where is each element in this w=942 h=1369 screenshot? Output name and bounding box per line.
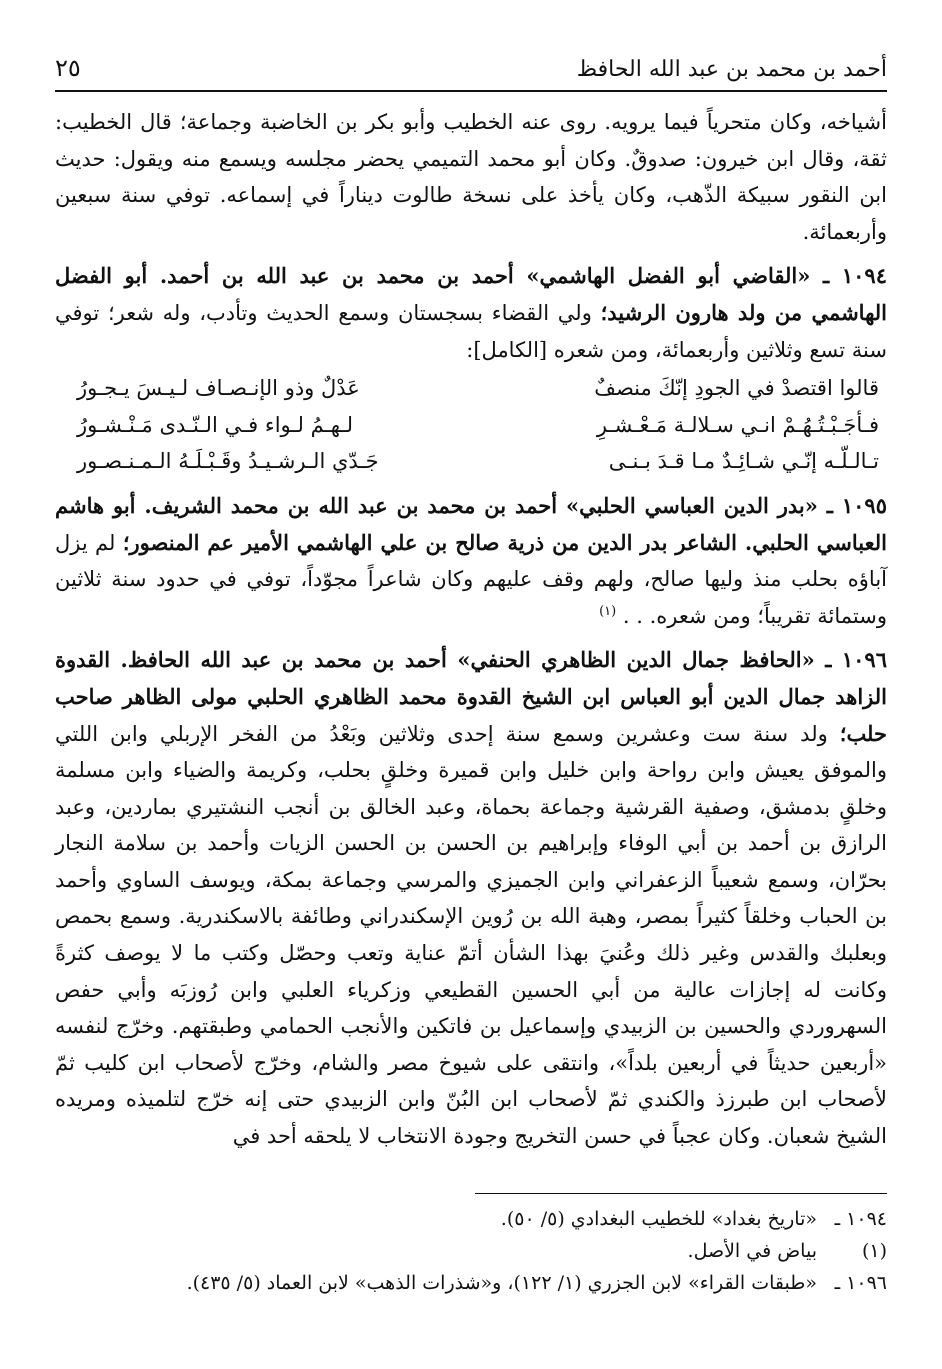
footnotes <box>55 1203 887 1299</box>
footnote-text: بياض في الأصل. <box>687 1240 817 1262</box>
footnote-label: ١٠٩٤ ـ <box>834 1208 887 1230</box>
footnote-text: «طبقات القراء» لابن الجزري (١/ ١٢٢)، و«شذرات الذهب» لابن العماد (٥/ ٤٣٥). <box>186 1272 817 1294</box>
footnote-divider <box>475 1193 887 1194</box>
header-divider <box>55 90 887 92</box>
footnote-marker[interactable]: (١) <box>599 603 617 619</box>
verse-first-hemistich: فـأجَـبْـتُـهُـمْ انـي سـلالـة مَـعْـشـرِ <box>596 412 879 437</box>
verse-first-hemistich: قالوا اقتصدْ في الجودِ إنّكَ منصفٌ <box>594 376 879 401</box>
verse-first-hemistich: تـالـلّـه إنّـي شـائِـدٌ مـا قـدَ بـنـى <box>608 449 879 474</box>
verse-second-hemistich: عَدْلٌ وذو الإنـصـاف لـيـسَ يـجـورُ <box>77 376 360 401</box>
entry-1095 <box>55 488 887 634</box>
verse-line <box>55 443 887 480</box>
intro-paragraph: أشياخه، وكان متحرياً فيما يرويه. روى عنه الخطيب وأبو بكر بن الخاضبة وجماعة؛ قال الخطيب: ثقة، وقال ابن خيرون: صدوقٌ. وكان أبو محمد التميمي يحضر مجلسه ويسمع منه ويقول: حديث ابن النقور سبيكة الذّهب، وكان يأخذ على نسخة طالوت ديناراً في إسماعه. توفي سنة سبعين وأربعمائة. <box>55 110 887 244</box>
verse-line <box>55 370 887 407</box>
footnote-item <box>55 1203 887 1235</box>
verse-line <box>55 407 887 444</box>
main-text <box>55 104 887 1155</box>
entry-1096-text: ولد سنة ست وعشرين وسمع سنة إحدى وثلاثين وبَعْدُ من الفخر الإربلي وابن اللتي والموفق يعيش وابن رواحة وابن خليل وابن قميرة وخلقٍ بحلب، وكريمة والضياء وابن مسلمة وخلقٍ بدمشق، وصفية القرشية وجماعة بحماة، وعبد الخالق بن أنجب النشتيري بماردين، وعبد الرازق بن أحمد بن أبي الوفاء وإبراهيم بن الحسن بن الحسن الزيات وأحمد بن سلامة النجار بحرّان، وسمع شعيباً الزعفراني وابن الجميزي والمرسي وجماعة بمكة، ويوسف الساوي وأحمد بن الحباب وخلقاً كثيراً بمصر، وهبة الله بن رُوين الإسكندراني وطائفة بالاسكندرية. وسمع بحمص وبعلبك والقدس وغير ذلك وعُنيَ بهذا الشأن أتمّ عناية وتعب وحصّل وكتب ما لا يوصف كثرةً وكانت له إجازات عالية من أبي الحسين القطيعي وزكرياء العلبي وابن رُوزبَه وأبي حفص السهروردي والحسين بن الزبيدي وإسماعيل بن فاتكين والأنجب الحمامي وطبقتهم. وخرّج لنفسه «أربعين حديثاً في أربعين بلداً»، وانتقى على شيوخ مصر والشام، وخرّج لأصحاب ابن كليب ثمّ لأصحاب ابن طبرزذ والكندي ثمّ لأصحاب ابن البُنّ وابن الزبيدي حتى إنه خرّج لتلميذه ومريده الشيخ شعبان. وكان عجباً في حسن التخريج وجودة الانتخاب لا يلحقه أحد في <box>55 721 887 1149</box>
entry-1096-heading: ١٠٩٦ ـ «الحافظ جمال الدين الظاهري الحنفي» أحمد بن محمد بن عبد الله الحافظ. القدوة الزاهد جمال الدين أبو العباس ابن الشيخ القدوة محمد الظاهري الحلبي مولى الظاهر صاحب حلب؛ <box>55 647 887 746</box>
footnote-text: «تاريخ بغداد» للخطيب البغدادي (٥/ ٥٠). <box>500 1208 817 1230</box>
entry-1096 <box>55 642 887 1154</box>
running-header <box>55 42 887 82</box>
footnote-label: ١٠٩٦ ـ <box>834 1272 887 1294</box>
header-title: أحمد بن محمد بن عبد الله الحافظ <box>576 57 887 82</box>
poem-1094 <box>55 370 887 480</box>
footnote-label: (١) <box>861 1240 887 1262</box>
footnote-item <box>55 1267 887 1299</box>
verse-second-hemistich: لـهـمُ لـواء فـي الـنّـدى مَـنْـشـورُ <box>77 412 353 437</box>
entry-1095-heading: ١٠٩٥ ـ «بدر الدين العباسي الحلبي» أحمد بن محمد بن عبد الله بن محمد الشريف. أبو هاشم العباسي الحلبي. الشاعر بدر الدين من ذرية صالح بن علي الهاشمي الأمير عم المنصور؛ <box>55 492 888 555</box>
entry-1094-heading: ١٠٩٤ ـ «القاضي أبو الفضل الهاشمي» أحمد بن محمد بن عبد الله بن أحمد. أبو الفضل الهاشمي من ولد هارون الرشيد؛ <box>55 263 887 325</box>
entry-1095-text: لم يزل آباؤه بحلب منذ وليها صالح، ولهم وقف عليهم وكان شاعراً مجوّداً، توفي في حدود سنة ثلاثين وستمائة تقريباً؛ ومن شعره. . . <box>55 530 887 628</box>
verse-second-hemistich: جَـدّي الـرشـيـدُ وقَـبْـلَـهُ الـمـنـصـور <box>77 449 379 474</box>
entry-1094 <box>55 258 887 368</box>
page-number: ٢٥ <box>55 54 81 82</box>
entry-1094-text: ولي القضاء بسجستان وسمع الحديث وتأدب، وله شعر؛ توفي سنة تسع وثلاثين وأربعمائة، ومن شعره [الكامل]: <box>55 300 887 362</box>
footnote-item <box>55 1235 887 1267</box>
